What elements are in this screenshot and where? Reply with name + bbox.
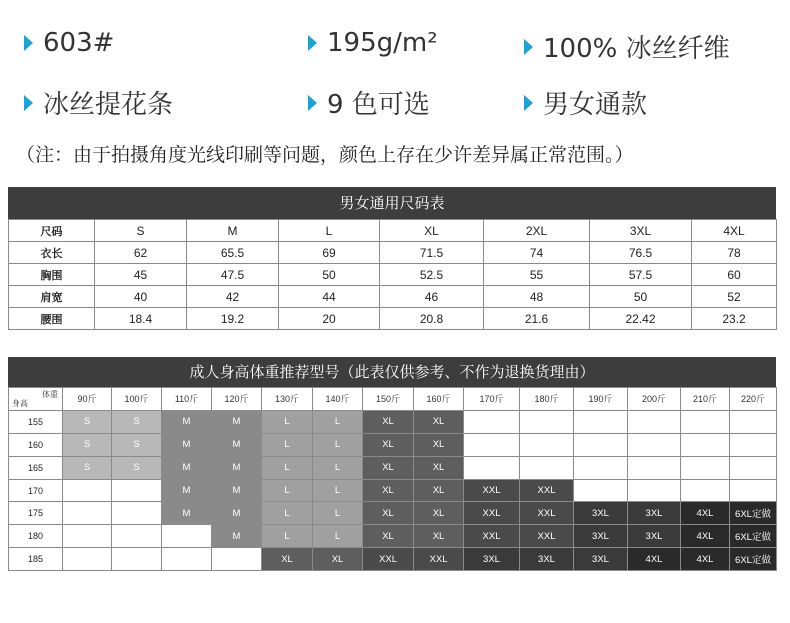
size-recommendation-cell: M bbox=[212, 525, 262, 548]
weight-header-cell: 100斤 bbox=[112, 388, 162, 411]
size-label-cell: 3XL bbox=[590, 220, 692, 242]
size-recommendation-cell: S bbox=[112, 410, 162, 433]
size-recommendation-cell: L bbox=[313, 525, 363, 548]
size-recommendation-cell bbox=[730, 433, 777, 456]
size-recommendation-cell bbox=[112, 525, 162, 548]
measurement-cell: 45 bbox=[95, 264, 187, 286]
weight-header-cell: 150斤 bbox=[363, 388, 414, 411]
arrow-icon bbox=[24, 35, 33, 51]
size-recommendation-cell: L bbox=[262, 456, 313, 479]
size-label-cell: XL bbox=[380, 220, 484, 242]
size-recommendation-cell: XXL bbox=[464, 502, 520, 525]
size-recommendation-cell: 3XL bbox=[628, 525, 681, 548]
size-recommendation-cell bbox=[628, 410, 681, 433]
size-recommendation-cell: 4XL bbox=[681, 548, 730, 571]
size-label-cell: L bbox=[279, 220, 380, 242]
spec-text: 冰丝提花条 bbox=[43, 90, 174, 120]
size-recommendation-cell bbox=[212, 548, 262, 571]
arrow-icon bbox=[24, 95, 33, 111]
size-row-label: 肩宽 bbox=[9, 286, 95, 308]
arrow-icon bbox=[308, 95, 317, 111]
measurement-cell: 52 bbox=[692, 286, 777, 308]
weight-header-cell: 190斤 bbox=[574, 388, 628, 411]
size-recommendation-cell: M bbox=[162, 410, 212, 433]
weight-header-cell: 200斤 bbox=[628, 388, 681, 411]
size-recommendation-cell: S bbox=[63, 410, 112, 433]
measurement-cell: 18.4 bbox=[95, 308, 187, 330]
height-label-cell: 155 bbox=[9, 410, 63, 433]
size-recommendation-cell: XXL bbox=[464, 525, 520, 548]
size-recommendation-cell bbox=[520, 433, 574, 456]
measurement-cell: 57.5 bbox=[590, 264, 692, 286]
size-recommendation-cell bbox=[574, 433, 628, 456]
size-table-row bbox=[9, 308, 777, 330]
size-recommendation-cell bbox=[112, 548, 162, 571]
measurement-cell: 44 bbox=[279, 286, 380, 308]
size-recommendation-cell bbox=[628, 456, 681, 479]
size-table-row bbox=[9, 264, 777, 286]
size-recommendation-cell bbox=[520, 410, 574, 433]
size-recommendation-cell: 3XL bbox=[574, 525, 628, 548]
size-recommendation-cell: M bbox=[162, 456, 212, 479]
height-row bbox=[9, 479, 777, 502]
measurement-cell: 42 bbox=[187, 286, 279, 308]
size-recommendation-cell bbox=[63, 479, 112, 502]
height-label-cell: 175 bbox=[9, 502, 63, 525]
size-recommendation-cell: M bbox=[212, 479, 262, 502]
size-recommendation-cell: S bbox=[112, 433, 162, 456]
size-recommendation-cell: L bbox=[313, 502, 363, 525]
size-recommendation-cell: 3XL bbox=[574, 548, 628, 571]
height-axis-label: 身高 bbox=[12, 398, 28, 408]
size-recommendation-cell: S bbox=[112, 456, 162, 479]
size-recommendation-cell: XXL bbox=[414, 548, 464, 571]
size-recommendation-cell: L bbox=[262, 410, 313, 433]
size-recommendation-cell: XL bbox=[363, 410, 414, 433]
size-recommendation-cell: L bbox=[313, 479, 363, 502]
size-recommendation-cell: XL bbox=[414, 525, 464, 548]
color-disclaimer-note: （注：由于拍摄角度光线印刷等问题，颜色上存在少许差异属正常范围。） bbox=[16, 144, 634, 166]
size-recommendation-cell bbox=[730, 410, 777, 433]
measurement-cell: 71.5 bbox=[380, 242, 484, 264]
size-recommendation-cell: L bbox=[262, 502, 313, 525]
size-recommendation-cell bbox=[730, 456, 777, 479]
size-recommendation-cell: XL bbox=[363, 433, 414, 456]
size-recommendation-cell bbox=[63, 548, 112, 571]
measurement-cell: 50 bbox=[279, 264, 380, 286]
size-recommendation-cell: XL bbox=[363, 502, 414, 525]
size-recommendation-cell: M bbox=[212, 433, 262, 456]
size-recommendation-cell: XL bbox=[363, 456, 414, 479]
size-label-cell: 2XL bbox=[484, 220, 590, 242]
measurement-cell: 65.5 bbox=[187, 242, 279, 264]
size-table-row bbox=[9, 242, 777, 264]
arrow-icon bbox=[524, 95, 533, 111]
size-recommendation-cell: XL bbox=[414, 410, 464, 433]
size-row-label: 胸围 bbox=[9, 264, 95, 286]
size-recommendation-cell: M bbox=[212, 502, 262, 525]
size-label-cell: S bbox=[95, 220, 187, 242]
size-recommendation-cell: XL bbox=[414, 433, 464, 456]
measurement-cell: 76.5 bbox=[590, 242, 692, 264]
measurement-cell: 22.42 bbox=[590, 308, 692, 330]
measurement-cell: 69 bbox=[279, 242, 380, 264]
measurement-cell: 74 bbox=[484, 242, 590, 264]
measurement-cell: 46 bbox=[380, 286, 484, 308]
spec-text: 603# bbox=[43, 28, 115, 58]
recommend-table bbox=[8, 387, 777, 571]
size-recommendation-cell: S bbox=[63, 433, 112, 456]
size-recommendation-cell: XL bbox=[363, 479, 414, 502]
size-recommendation-cell: XL bbox=[262, 548, 313, 571]
size-label-cell: 4XL bbox=[692, 220, 777, 242]
measurement-cell: 40 bbox=[95, 286, 187, 308]
size-recommendation-cell bbox=[681, 456, 730, 479]
measurement-cell: 48 bbox=[484, 286, 590, 308]
height-row bbox=[9, 502, 777, 525]
spec-style-number bbox=[24, 28, 114, 58]
size-recommendation-cell: 3XL bbox=[464, 548, 520, 571]
spec-text: 男女通款 bbox=[543, 90, 648, 120]
size-recommendation-cell: M bbox=[162, 479, 212, 502]
measurement-cell: 60 bbox=[692, 264, 777, 286]
size-recommendation-cell bbox=[63, 502, 112, 525]
size-recommendation-cell: XXL bbox=[464, 479, 520, 502]
spec-material bbox=[524, 28, 730, 65]
size-recommendation-cell bbox=[574, 456, 628, 479]
size-recommendation-cell: XXL bbox=[520, 479, 574, 502]
size-recommendation-cell bbox=[112, 502, 162, 525]
size-recommendation-cell bbox=[464, 433, 520, 456]
spec-unisex bbox=[524, 84, 647, 121]
arrow-icon bbox=[308, 35, 317, 51]
measurement-cell: 55 bbox=[484, 264, 590, 286]
measurement-cell: 50 bbox=[590, 286, 692, 308]
size-recommendation-cell: XL bbox=[313, 548, 363, 571]
size-recommendation-cell: L bbox=[313, 456, 363, 479]
weight-header-cell: 120斤 bbox=[212, 388, 262, 411]
weight-axis-label: 体重 bbox=[42, 390, 58, 399]
size-recommendation-cell bbox=[628, 479, 681, 502]
weight-header-row bbox=[9, 388, 777, 411]
size-row-label: 腰围 bbox=[9, 308, 95, 330]
height-row bbox=[9, 433, 777, 456]
weight-header-cell: 130斤 bbox=[262, 388, 313, 411]
measurement-cell: 20 bbox=[279, 308, 380, 330]
size-recommendation-cell bbox=[464, 410, 520, 433]
size-recommendation-cell: 4XL bbox=[681, 525, 730, 548]
size-recommendation-cell: 6XL定做 bbox=[730, 525, 777, 548]
size-recommendation-cell: 3XL bbox=[628, 502, 681, 525]
size-recommendation-cell bbox=[730, 479, 777, 502]
size-recommendation-cell bbox=[63, 525, 112, 548]
measurement-cell: 21.6 bbox=[484, 308, 590, 330]
weight-header-cell: 180斤 bbox=[520, 388, 574, 411]
spec-weight bbox=[308, 28, 438, 58]
weight-header-cell: 170斤 bbox=[464, 388, 520, 411]
size-recommendation-cell: L bbox=[313, 433, 363, 456]
measurement-cell: 78 bbox=[692, 242, 777, 264]
spec-text: 9 色可选 bbox=[327, 90, 430, 120]
measurement-cell: 52.5 bbox=[380, 264, 484, 286]
size-recommendation-cell: 6XL定做 bbox=[730, 502, 777, 525]
size-recommendation-cell: L bbox=[262, 525, 313, 548]
size-recommendation-cell: 6XL定做 bbox=[730, 548, 777, 571]
size-recommendation-cell: XXL bbox=[520, 525, 574, 548]
height-label-cell: 185 bbox=[9, 548, 63, 571]
recommend-table-title: 成人身高体重推荐型号（此表仅供参考、不作为退换货理由） bbox=[8, 357, 776, 387]
size-recommendation-cell: 4XL bbox=[628, 548, 681, 571]
size-recommendation-cell: XXL bbox=[363, 548, 414, 571]
measurement-cell: 20.8 bbox=[380, 308, 484, 330]
size-recommendation-cell: M bbox=[212, 456, 262, 479]
size-recommendation-cell: S bbox=[63, 456, 112, 479]
height-row bbox=[9, 548, 777, 571]
size-recommendation-cell: L bbox=[262, 479, 313, 502]
size-recommendation-cell: XL bbox=[414, 456, 464, 479]
arrow-icon bbox=[524, 39, 533, 55]
size-recommendation-cell bbox=[162, 548, 212, 571]
size-recommendation-cell bbox=[628, 433, 681, 456]
size-recommendation-cell: M bbox=[162, 433, 212, 456]
size-label-cell: M bbox=[187, 220, 279, 242]
height-row bbox=[9, 456, 777, 479]
height-label-cell: 160 bbox=[9, 433, 63, 456]
size-recommendation-cell bbox=[681, 410, 730, 433]
size-recommendation-cell: XL bbox=[414, 502, 464, 525]
size-header-row bbox=[9, 220, 777, 242]
size-table-title: 男女通用尺码表 bbox=[8, 187, 776, 219]
height-row bbox=[9, 410, 777, 433]
size-recommendation-cell: XXL bbox=[520, 502, 574, 525]
size-table-row bbox=[9, 286, 777, 308]
measurement-cell: 19.2 bbox=[187, 308, 279, 330]
spec-colors bbox=[308, 84, 430, 121]
size-recommendation-cell: 3XL bbox=[574, 502, 628, 525]
height-label-cell: 170 bbox=[9, 479, 63, 502]
spec-text: 195g/m² bbox=[327, 28, 438, 58]
size-recommendation-cell bbox=[574, 479, 628, 502]
size-table bbox=[8, 219, 777, 330]
weight-header-cell: 210斤 bbox=[681, 388, 730, 411]
size-recommendation-cell bbox=[520, 456, 574, 479]
height-label-cell: 180 bbox=[9, 525, 63, 548]
weight-header-cell: 220斤 bbox=[730, 388, 777, 411]
size-recommendation-cell bbox=[162, 525, 212, 548]
weight-header-cell: 90斤 bbox=[63, 388, 112, 411]
size-recommendation-cell: L bbox=[313, 410, 363, 433]
weight-header-cell: 140斤 bbox=[313, 388, 363, 411]
size-recommendation-cell: M bbox=[162, 502, 212, 525]
measurement-cell: 62 bbox=[95, 242, 187, 264]
height-label-cell: 165 bbox=[9, 456, 63, 479]
size-recommendation-cell: XL bbox=[414, 479, 464, 502]
measurement-cell: 47.5 bbox=[187, 264, 279, 286]
size-recommendation-cell: 4XL bbox=[681, 502, 730, 525]
spec-pattern bbox=[24, 84, 173, 121]
size-recommendation-cell: XL bbox=[363, 525, 414, 548]
weight-header-cell: 110斤 bbox=[162, 388, 212, 411]
weight-header-cell: 160斤 bbox=[414, 388, 464, 411]
size-recommendation-cell bbox=[681, 433, 730, 456]
size-row-label: 衣长 bbox=[9, 242, 95, 264]
size-recommendation-cell bbox=[574, 410, 628, 433]
size-recommendation-cell: L bbox=[262, 433, 313, 456]
height-row bbox=[9, 525, 777, 548]
size-recommendation-cell bbox=[112, 479, 162, 502]
size-recommendation-cell: 3XL bbox=[520, 548, 574, 571]
size-recommendation-cell: M bbox=[212, 410, 262, 433]
measurement-cell: 23.2 bbox=[692, 308, 777, 330]
size-row-label: 尺码 bbox=[9, 220, 95, 242]
spec-text: 100% 冰丝纤维 bbox=[543, 34, 730, 64]
size-recommendation-cell bbox=[681, 479, 730, 502]
height-weight-corner bbox=[9, 388, 63, 411]
size-recommendation-cell bbox=[464, 456, 520, 479]
